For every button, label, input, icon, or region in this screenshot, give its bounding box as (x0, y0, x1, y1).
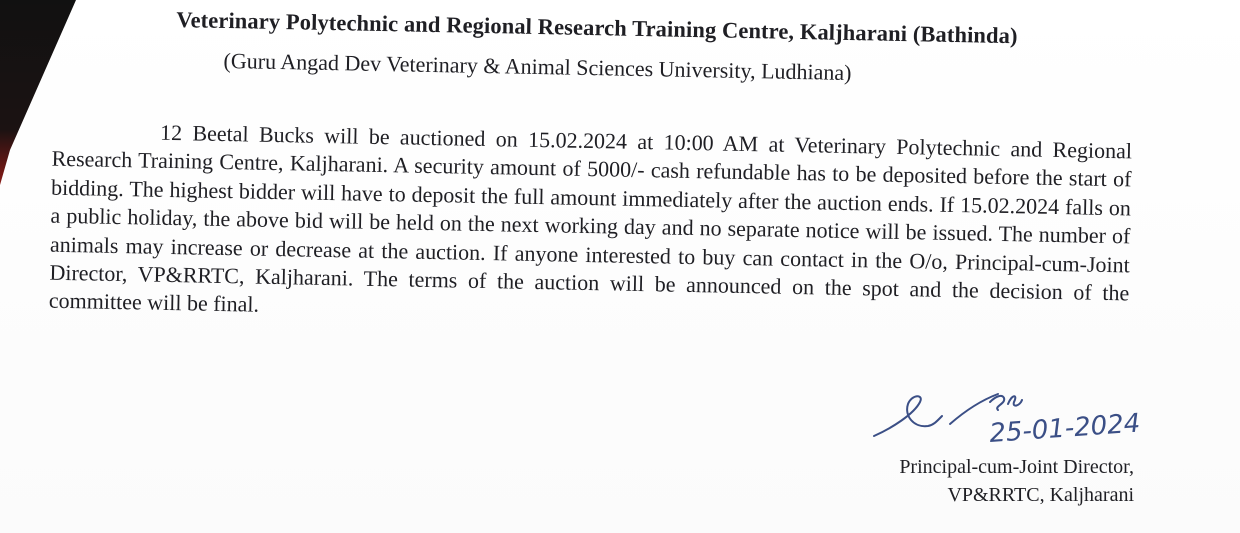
auction-notice-paragraph: 12 Beetal Bucks will be auctioned on 15.02.2024 at 10:00 AM at Veterinary Polytechnic and Regional Research Training Centre, Kaljharani. A security amount of 5000/- cash refundable has to be deposited before the start of bidding. The highest bidder will have to deposit the full amount immediately after the auction ends. If 15.02.2024 falls on a public holiday, the above bid will be held on the next working day and no separate notice will be issued. The number of animals may increase or decrease at the auction. If anyone interested to buy can contact in the O/o, Principal-cum-Joint Director, VP&RRTC, Kaljharani. The terms of the auction will be announced on the spot and the decision of the committee will be final. (48, 119, 1133, 318)
designation-line-2: VP&RRTC, Kaljharani (947, 484, 1134, 506)
university-subheading: (Guru Angad Dev Veterinary & Animal Sciences University, Ludhiana) (223, 47, 852, 86)
institution-heading: Veterinary Polytechnic and Regional Research Training Centre, Kaljharani (Bathinda) (176, 7, 1018, 49)
handwritten-signature (862, 388, 1192, 452)
handwritten-date: 25-01-2024 (988, 408, 1142, 449)
designation-line-1: Principal-cum-Joint Director, (899, 456, 1134, 478)
signatory-designation (818, 453, 1134, 509)
